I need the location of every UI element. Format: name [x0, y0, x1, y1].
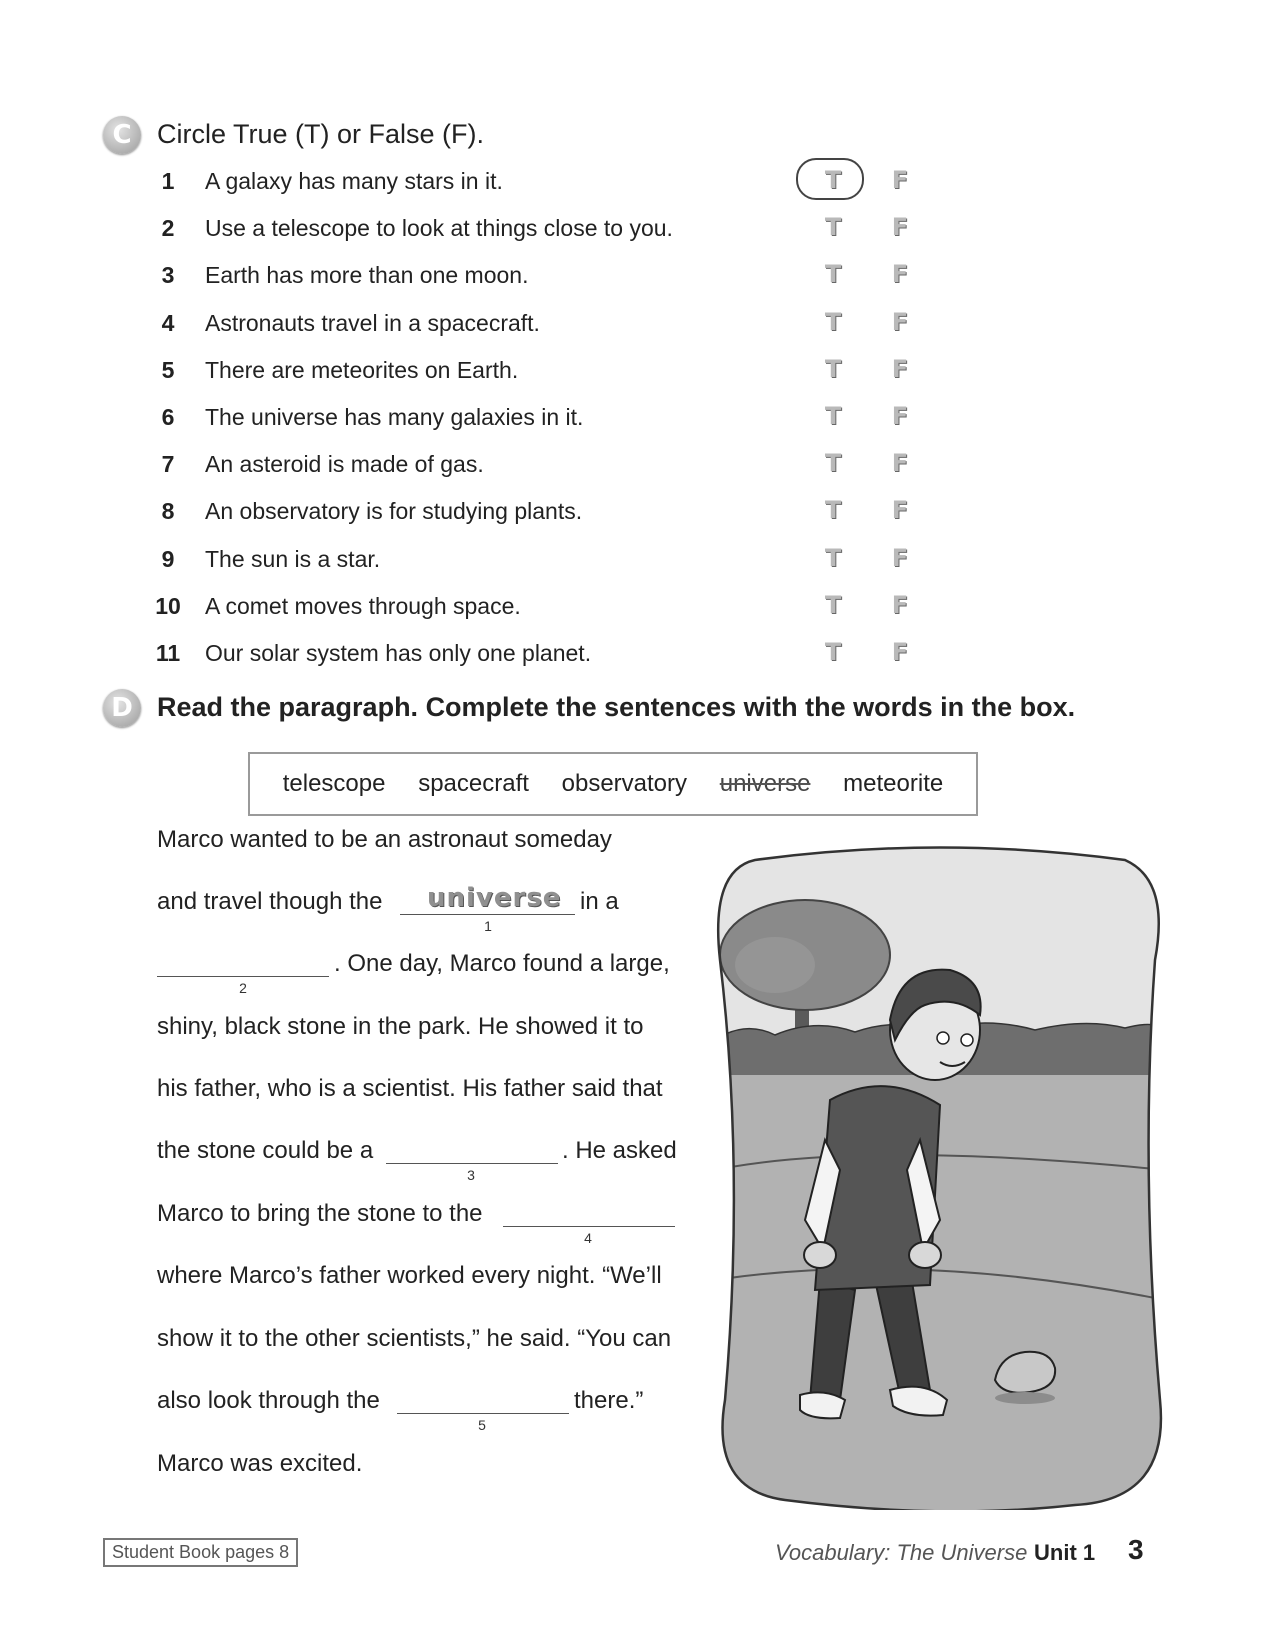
section-d-badge: D: [103, 689, 141, 727]
false-option[interactable]: F: [891, 449, 909, 478]
true-option[interactable]: T: [824, 213, 842, 242]
true-false-list: [150, 158, 930, 677]
word-box-item: observatory: [561, 770, 688, 797]
true-option[interactable]: T: [824, 354, 842, 383]
item-number: 7: [161, 451, 175, 478]
statement-text: Earth has more than one moon.: [205, 262, 529, 289]
true-option[interactable]: T: [824, 543, 842, 572]
statement-text: Our solar system has only one planet.: [205, 639, 592, 666]
paragraph-line-6b: . He asked: [562, 1137, 677, 1164]
blank-5[interactable]: [397, 1381, 569, 1414]
true-option[interactable]: T: [824, 260, 842, 289]
section-c-title: Circle True (T) or False (F).: [157, 119, 485, 149]
paragraph-line-1: Marco wanted to be an astronaut someday: [157, 826, 612, 853]
paragraph-line-9: show it to the other scientists,” he said. “You can: [157, 1325, 672, 1352]
paragraph-line-5: his father, who is a scientist. His father said that: [157, 1075, 663, 1102]
word-box-item: telescope: [282, 770, 386, 797]
item-number: 5: [161, 356, 175, 383]
true-option[interactable]: T: [824, 637, 842, 666]
blank-3[interactable]: [386, 1131, 558, 1164]
statement-text: An observatory is for studying plants.: [205, 498, 583, 525]
footer-topic: Vocabulary: The Universe: [775, 1540, 1028, 1565]
statement-text: A comet moves through space.: [205, 592, 521, 619]
paragraph-line-11: Marco was excited.: [157, 1450, 363, 1477]
blank-5-number: 5: [478, 1417, 486, 1433]
blank-4[interactable]: [503, 1194, 675, 1227]
tf-item-8: [150, 488, 930, 535]
word-box-item: spacecraft: [418, 770, 529, 797]
false-option[interactable]: F: [891, 590, 909, 619]
true-option[interactable]: T: [824, 496, 842, 525]
tf-item-5: [150, 347, 930, 394]
student-book-reference: Student Book pages 8: [103, 1538, 298, 1567]
item-number: 8: [161, 498, 175, 525]
item-number: 6: [161, 403, 175, 430]
paragraph-line-10a: also look through the: [157, 1387, 380, 1414]
statement-text: An asteroid is made of gas.: [205, 451, 484, 478]
tf-item-3: [150, 252, 930, 299]
tf-item-4: [150, 300, 930, 347]
blank-2-number: 2: [239, 980, 247, 996]
true-option[interactable]: T: [824, 166, 842, 194]
false-option[interactable]: F: [891, 354, 909, 383]
word-box-item: universe: [719, 770, 811, 797]
footer-unit: Unit 1: [1034, 1540, 1096, 1565]
statement-text: Use a telescope to look at things close to you.: [205, 215, 673, 242]
item-number: 1: [161, 168, 175, 194]
statement-text: The universe has many galaxies in it.: [205, 403, 584, 430]
item-number: 3: [161, 262, 175, 289]
section-c-badge: C: [103, 116, 141, 154]
tf-item-11: [150, 630, 930, 677]
tf-item-6: [150, 394, 930, 441]
page-number: 3: [1128, 1534, 1144, 1565]
item-number: 10: [155, 592, 181, 619]
false-option[interactable]: F: [891, 213, 909, 242]
false-option[interactable]: F: [891, 166, 909, 194]
boy-with-stone-illustration: [715, 840, 1165, 1510]
statement-text: The sun is a star.: [205, 545, 381, 572]
tf-item-7: [150, 441, 930, 488]
paragraph-line-10b: there.”: [574, 1387, 644, 1414]
true-option[interactable]: T: [824, 401, 842, 430]
true-option[interactable]: T: [824, 449, 842, 478]
false-option[interactable]: F: [891, 401, 909, 430]
paragraph-line-2b: in a: [580, 888, 619, 915]
statement-text: Astronauts travel in a spacecraft.: [205, 309, 540, 336]
word-box: [248, 752, 978, 816]
false-option[interactable]: F: [891, 260, 909, 289]
statement-text: A galaxy has many stars in it.: [205, 168, 503, 194]
paragraph-line-8: where Marco’s father worked every night. “We’ll: [157, 1262, 662, 1289]
tf-item-10: [150, 583, 930, 630]
false-option[interactable]: F: [891, 307, 909, 336]
paragraph-line-6a: the stone could be a: [157, 1137, 374, 1164]
false-option[interactable]: F: [891, 543, 909, 572]
blank-2[interactable]: [157, 944, 329, 977]
tf-item-9: [150, 536, 930, 583]
paragraph-line-4: shiny, black stone in the park. He showed it to: [157, 1013, 644, 1040]
paragraph-line-2a: and travel though the: [157, 888, 383, 915]
tf-item-1: [150, 158, 930, 205]
false-option[interactable]: F: [891, 637, 909, 666]
item-number: 2: [161, 215, 175, 242]
true-option[interactable]: T: [824, 590, 842, 619]
item-number: 9: [161, 545, 175, 572]
blank-4-number: 4: [584, 1230, 592, 1246]
section-d-title: Read the paragraph. Complete the sentences with the words in the box.: [157, 692, 1076, 722]
tf-item-2: [150, 205, 930, 252]
item-number: 4: [161, 309, 175, 336]
paragraph-line-3: . One day, Marco found a large,: [334, 950, 670, 977]
statement-text: There are meteorites on Earth.: [205, 356, 519, 383]
ground: [715, 1075, 1165, 1510]
paragraph-line-7: Marco to bring the stone to the: [157, 1200, 483, 1227]
word-box-item: meteorite: [843, 770, 944, 797]
false-option[interactable]: F: [891, 496, 909, 525]
blank-1-number: 1: [484, 918, 492, 934]
item-number: 11: [155, 639, 181, 666]
blank-3-number: 3: [467, 1167, 475, 1183]
blank-1-answer: universe: [427, 883, 562, 913]
true-option[interactable]: T: [824, 307, 842, 336]
